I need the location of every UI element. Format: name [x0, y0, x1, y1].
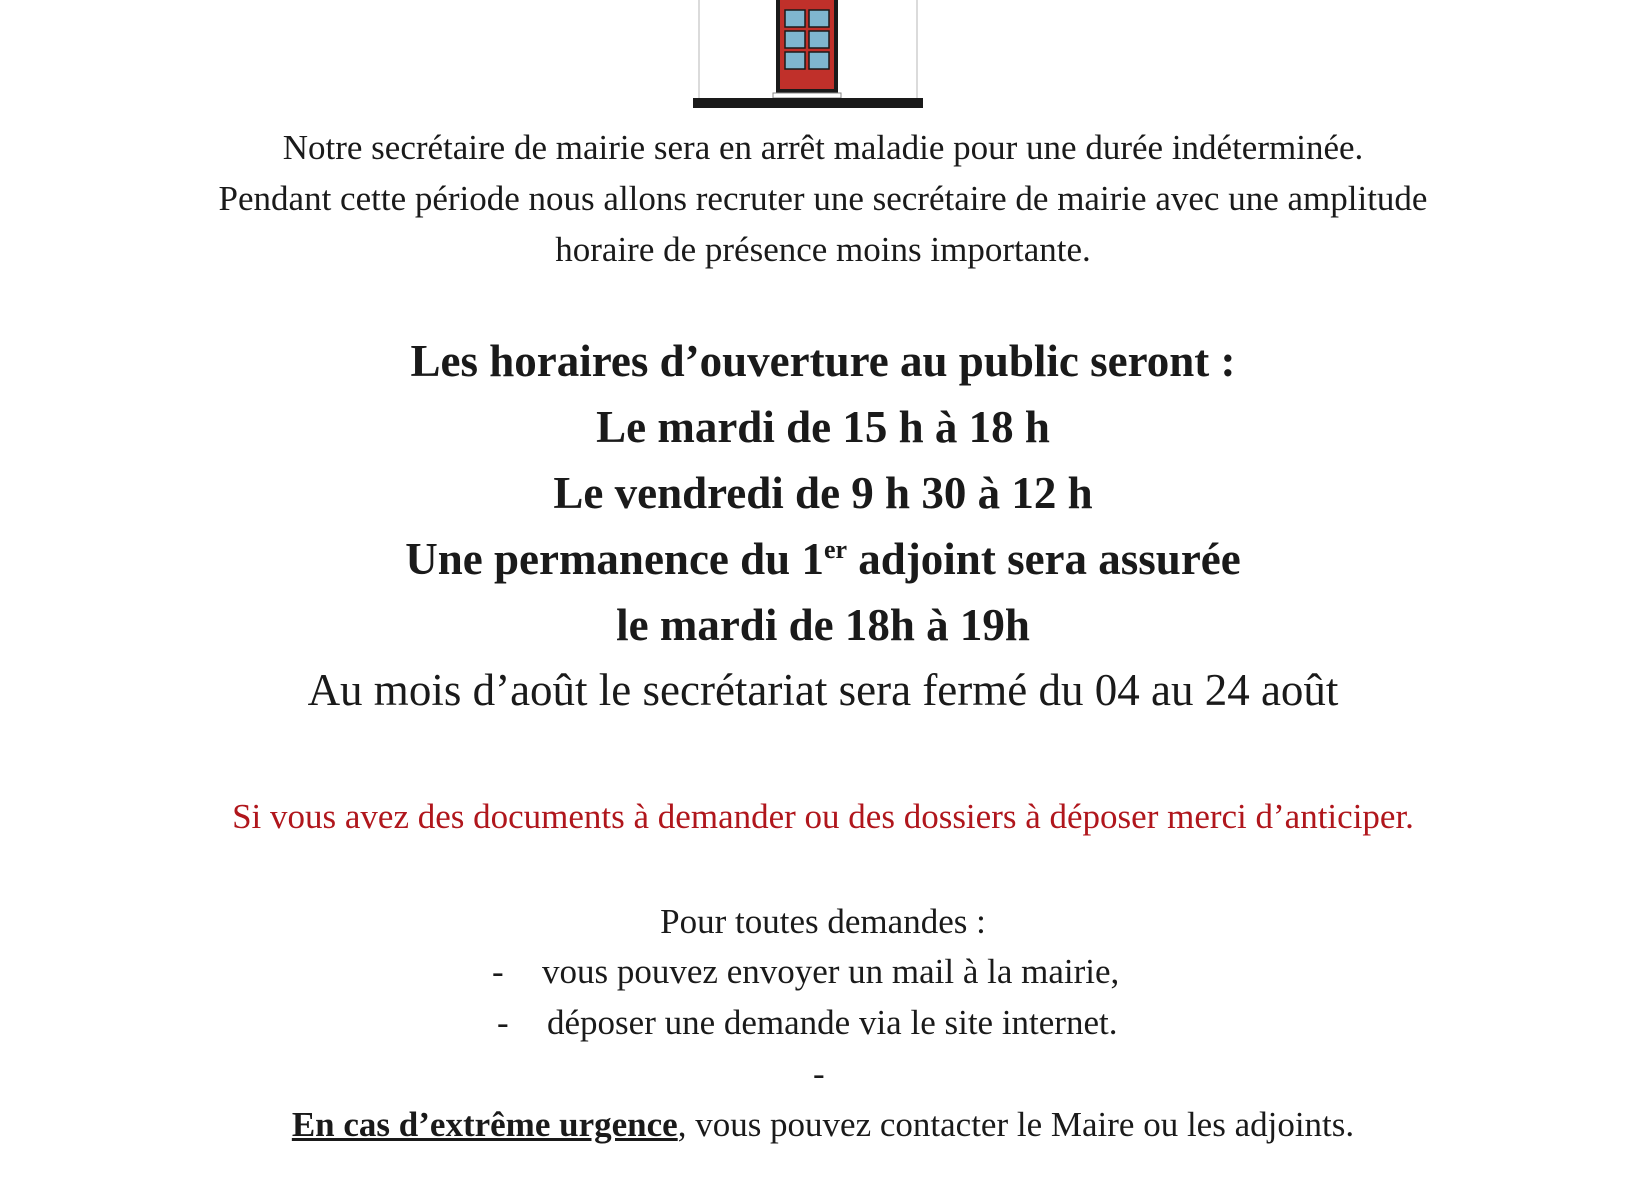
hours-friday: Le vendredi de 9 h 30 à 12 h [553, 468, 1093, 518]
contact-bullet-website-text: déposer une demande via le site internet. [547, 1003, 1118, 1042]
august-closure: Au mois d’août le secrétariat sera fermé du 04 au 24 août [307, 665, 1339, 715]
permanence-part1: Une permanence du 1 [405, 534, 824, 584]
hours-title: Les horaires d’ouverture au public seront : [410, 336, 1236, 386]
bullet-dash: - [813, 1054, 825, 1093]
urgent-label: En cas d’extrême urgence [291, 1105, 678, 1144]
intro-line-1: Notre secrétaire de mairie sera en arrêt maladie pour une durée indéterminée. [282, 128, 1364, 167]
permanence-line [0, 526, 1646, 592]
permanence-time: le mardi de 18h à 19h [616, 600, 1030, 650]
anticipate-warning: Si vous avez des documents à demander ou des dossiers à déposer merci d’anticiper. [232, 797, 1414, 836]
contact-bullet-mail-text: vous pouvez envoyer un mail à la mairie, [542, 952, 1120, 991]
hours-tuesday: Le mardi de 15 h à 18 h [596, 402, 1050, 452]
contact-bullet-empty [813, 1048, 825, 1099]
bullet-dash: - [492, 952, 504, 991]
intro-line-3: horaire de présence moins importante. [555, 230, 1091, 269]
mairie-building-icon [693, 0, 923, 108]
permanence-part2: adjoint sera assurée [847, 534, 1241, 584]
contact-bullet-website [497, 997, 1117, 1048]
urgent-contact-line [0, 1099, 1646, 1150]
permanence-superscript: er [823, 535, 848, 564]
contact-heading: Pour toutes demandes : [660, 902, 986, 941]
urgent-rest: , vous pouvez contacter le Maire ou les adjoints. [677, 1105, 1355, 1144]
bullet-dash: - [497, 1003, 509, 1042]
contact-bullet-mail [492, 946, 1119, 997]
intro-line-2: Pendant cette période nous allons recruter une secrétaire de mairie avec une amplitude [218, 179, 1428, 218]
